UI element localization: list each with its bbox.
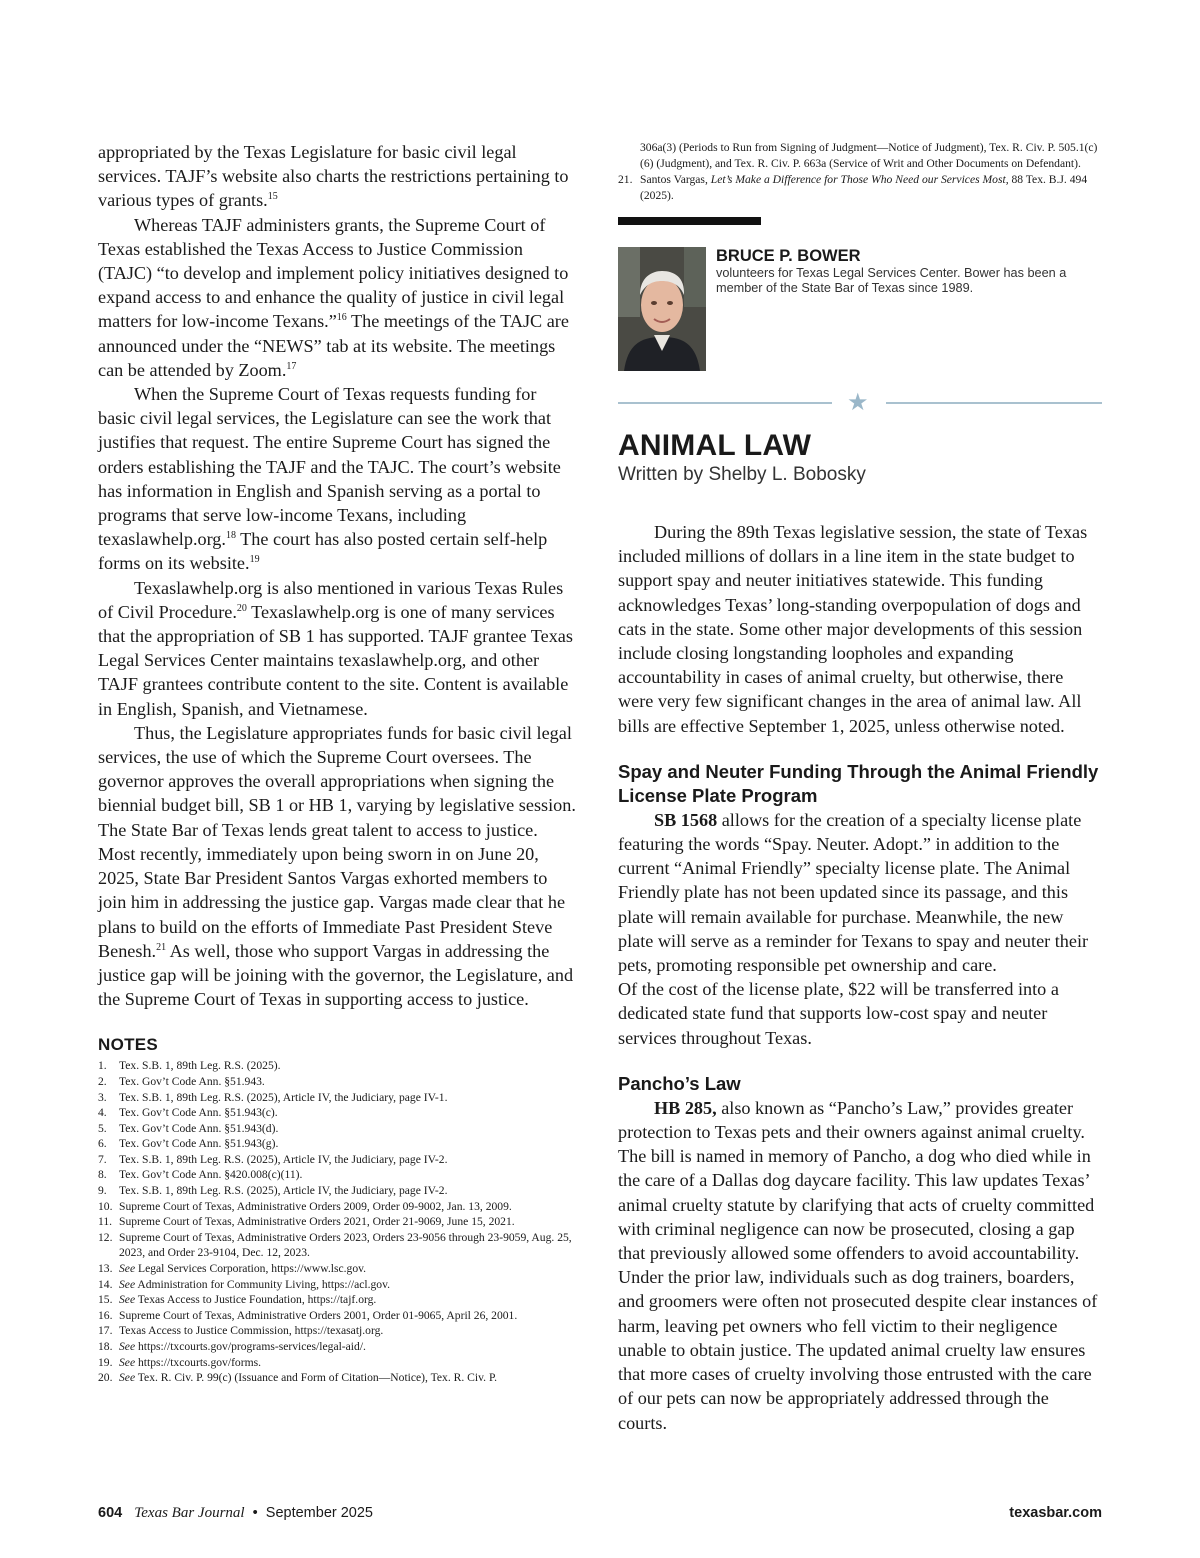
bill-number: SB 1568 bbox=[654, 809, 718, 830]
text: Santos Vargas, bbox=[640, 173, 711, 186]
text: When the Supreme Court of Texas requests funding for basic civil legal services, the Legislature can see the work that justifies that request. The entire Supreme Court has signed the orders establishing the TAJF and the TAJC. The court’s website has information in English and Spanish serving as a portal to programs that serve low-income Texans, including texaslawhelp.org. bbox=[98, 384, 561, 550]
separator-bar bbox=[618, 217, 761, 225]
note-item bbox=[98, 1152, 576, 1168]
text: As well, those who support Vargas in addressing the justice gap will be joining with the governor, the Legislature, and the Supreme Court of Texas in supporting access to justice. bbox=[98, 940, 574, 1010]
note-number: 19. bbox=[98, 1355, 113, 1369]
paragraph bbox=[618, 1096, 1102, 1435]
journal-name: Texas Bar Journal bbox=[134, 1505, 245, 1521]
note-item bbox=[98, 1105, 576, 1121]
note-number: 20. bbox=[98, 1371, 113, 1385]
paragraph bbox=[98, 382, 576, 576]
text: also known as “Pancho’s Law,” provides greater protection to Texas pets and their owners against animal cruelty. The bill is named in memory of Pancho, a dog who died while in the care of a Dallas dog daycare facility. This law updates Texas’ animal cruelty statute by clarifying that acts of cruelty committed with criminal negligence can now be prosecuted, closing a gap that previously allowed some offenders to avoid accountability. Under the prior law, individuals such as dog trainers, boarders, and groomers were often not prosecuted despite clear instances of harm, leaving pet owners who fell victim to their negligence unable to obtain justice. The updated animal cruelty law ensures that more cases of cruelty involving those entrusted with the care of our pets can now be appropriately addressed through the courts. bbox=[618, 1097, 1098, 1433]
footnote-ref[interactable]: 17 bbox=[286, 360, 297, 372]
website-link[interactable]: texasbar.com bbox=[1009, 1505, 1102, 1521]
note-text: Tex. S.B. 1, 89th Leg. R.S. (2025), Article IV, the Judiciary, page IV-2. bbox=[119, 1184, 448, 1198]
note-text: Tex. S.B. 1, 89th Leg. R.S. (2025), Article IV, the Judiciary, page IV-1. bbox=[119, 1090, 448, 1104]
note-number: 8. bbox=[98, 1168, 107, 1182]
note-item bbox=[98, 1167, 576, 1183]
notes-list bbox=[98, 1058, 576, 1385]
paragraph bbox=[98, 140, 576, 213]
note-number: 10. bbox=[98, 1199, 113, 1213]
note-item bbox=[98, 1199, 576, 1215]
note-item bbox=[98, 1277, 576, 1293]
text: The meetings of the TAJC are announced under the “NEWS” tab at its website. The meetings can be attended by Zoom. bbox=[98, 311, 569, 380]
paragraph bbox=[98, 576, 576, 721]
issue-date: September 2025 bbox=[265, 1505, 373, 1521]
note-number: 3. bbox=[98, 1090, 107, 1104]
footnote-ref[interactable]: 18 bbox=[225, 530, 236, 542]
subheading: Spay and Neuter Funding Through the Animal Friendly License Plate Program bbox=[618, 760, 1099, 806]
text: Whereas TAJF administers grants, the Supreme Court of Texas established the Texas Access to Justice Commission (TAJC) “to develop and implement policy initiatives designed to expand access to and enhance the quality of justice in civil legal matters for low-income Texans.” bbox=[98, 214, 569, 332]
note-number: 15. bbox=[98, 1293, 113, 1307]
note-item bbox=[98, 1261, 576, 1277]
note-number: 6. bbox=[98, 1137, 107, 1151]
right-column bbox=[618, 140, 1102, 1435]
note-text: Supreme Court of Texas, Administrative Orders 2001, Order 01-9065, April 26, 2001. bbox=[119, 1308, 518, 1322]
paragraph bbox=[98, 213, 576, 382]
signal-word: See bbox=[119, 1293, 136, 1307]
byline: Written by Shelby L. Bobosky bbox=[618, 464, 866, 485]
note-item bbox=[98, 1058, 576, 1074]
note-text: Administration for Community Living, https://acl.gov. bbox=[135, 1277, 391, 1291]
note-text: Tex. Gov’t Code Ann. §51.943(c). bbox=[119, 1106, 278, 1120]
note-text: https://txcourts.gov/programs-services/legal-aid/. bbox=[135, 1340, 366, 1353]
note-item bbox=[98, 1214, 576, 1230]
signal-word: See bbox=[119, 1355, 136, 1369]
note-text: Tex. S.B. 1, 89th Leg. R.S. (2025), Article IV, the Judiciary, page IV-2. bbox=[119, 1152, 448, 1166]
note-text: Tex. Gov’t Code Ann. §51.943(d). bbox=[119, 1121, 279, 1135]
left-column bbox=[98, 140, 576, 1386]
article-title: Let’s Make a Difference for Those Who Need our Services Most, bbox=[710, 173, 1009, 186]
footnote-ref[interactable]: 20 bbox=[236, 602, 247, 614]
note-number: 1. bbox=[98, 1059, 107, 1073]
note-text: Texas Access to Justice Commission, https://texasatj.org. bbox=[119, 1324, 384, 1338]
divider-line bbox=[886, 402, 1102, 404]
portrait-illustration bbox=[618, 247, 706, 371]
note-text: Tex. Gov’t Code Ann. §51.943(g). bbox=[119, 1137, 279, 1151]
note-item bbox=[98, 1121, 576, 1137]
text: Texaslawhelp.org is one of many services that the appropriation of SB 1 has supported. TAJF grantee Texas Legal Services Center maintains texaslawhelp.org, and other TAJF grantees contribute content to the site. Content is available in English, Spanish, and Vietnamese. bbox=[98, 601, 573, 719]
note-number: 2. bbox=[98, 1074, 107, 1088]
author-name: BRUCE P. BOWER bbox=[716, 247, 861, 265]
signal-word: See bbox=[119, 1262, 136, 1276]
note-item bbox=[98, 1292, 576, 1308]
paragraph: During the 89th Texas legislative session, the state of Texas included millions of dollars in a line item in the state budget to support spay and neuter initiatives statewide. This funding acknowledges Texas’ long-standing overpopulation of dogs and cats in the state. Some other major developments of this session include closing longstanding loopholes and expanding accountability in cases of animal cruelty, but otherwise, there were very few significant changes in the area of animal law. All bills are effective September 1, 2025, unless otherwise noted. bbox=[618, 522, 1088, 736]
author-description: volunteers for Texas Legal Services Center. Bower has been a member of the State Bar of Texas since 1989. bbox=[716, 266, 1067, 295]
text: 88 Tex. B.J. 494 (2025). bbox=[640, 173, 1088, 202]
footnote-ref[interactable]: 21 bbox=[156, 941, 167, 953]
note-item bbox=[98, 1136, 576, 1152]
footnote-number: 21. bbox=[618, 173, 633, 186]
signal-word: See bbox=[119, 1371, 136, 1385]
text: allows for the creation of a specialty license plate featuring the words “Spay. Neuter. Adopt.” in addition to the current “Animal Friendly” specialty license plate. The Animal Friendly plate has not been updated since its passage, and this plate will remain available for purchase. Meanwhile, the new plate will serve as a reminder for Texans to spay and neuter their pets, promoting responsible pet ownership and care. bbox=[618, 809, 1089, 976]
note-text: Tex. Gov’t Code Ann. §51.943. bbox=[119, 1074, 265, 1088]
page-number: 604 bbox=[98, 1505, 123, 1521]
text: Texaslawhelp.org is also mentioned in various Texas Rules of Civil Procedure. bbox=[98, 577, 564, 622]
signal-word: See bbox=[119, 1277, 136, 1291]
star-icon: ★ bbox=[847, 388, 869, 416]
footnote-ref[interactable]: 19 bbox=[249, 554, 260, 566]
note-number: 5. bbox=[98, 1121, 107, 1135]
note-text: Texas Access to Justice Foundation, https://tajf.org. bbox=[135, 1293, 377, 1307]
divider-line bbox=[618, 402, 832, 404]
note-number: 4. bbox=[98, 1106, 107, 1120]
note-text: Supreme Court of Texas, Administrative Orders 2021, Order 21-9069, June 15, 2021. bbox=[119, 1215, 515, 1229]
footnote-21 bbox=[618, 172, 1102, 204]
text: The court has also posted certain self-help forms on its website. bbox=[98, 529, 548, 574]
note-text: Tex. Gov’t Code Ann. §420.008(c)(11). bbox=[119, 1168, 303, 1182]
note-number: 12. bbox=[98, 1230, 113, 1244]
note-item bbox=[98, 1308, 576, 1324]
note-text: Supreme Court of Texas, Administrative Orders 2023, Orders 23-9056 through 23-9059, Aug. 25, 2023, and Order 23-9104, Dec. 12, 2023. bbox=[119, 1230, 572, 1260]
note-text: Tex. S.B. 1, 89th Leg. R.S. (2025). bbox=[119, 1059, 281, 1073]
note-number: 13. bbox=[98, 1262, 113, 1276]
note-item bbox=[98, 1323, 576, 1339]
note-number: 17. bbox=[98, 1324, 113, 1338]
article-body bbox=[618, 520, 1102, 1435]
paragraph: Of the cost of the license plate, $22 will be transferred into a dedicated state fund that supports low-cost spay and neuter services throughout Texas. bbox=[618, 979, 1059, 1048]
bill-number: HB 285, bbox=[654, 1097, 717, 1118]
note-number: 11. bbox=[98, 1215, 113, 1229]
footnote-continuation: 306a(3) (Periods to Run from Signing of Judgment—Notice of Judgment), Tex. R. Civ. P. 505.1(c)(6) (Judgment), and Tex. R. Civ. P. 663a (Service of Writ and Other Documents on Defendant). bbox=[640, 141, 1098, 170]
note-number: 9. bbox=[98, 1184, 107, 1198]
author-photo bbox=[618, 247, 706, 371]
note-item bbox=[98, 1230, 576, 1261]
subheading: Pancho’s Law bbox=[618, 1072, 741, 1094]
author-bio bbox=[618, 247, 1102, 371]
note-text: Tex. R. Civ. P. 99(c) (Issuance and Form of Citation—Notice), Tex. R. Civ. P. bbox=[135, 1371, 498, 1385]
note-item bbox=[98, 1074, 576, 1090]
note-text: Legal Services Corporation, https://www.lsc.gov. bbox=[135, 1262, 367, 1276]
note-item bbox=[98, 1339, 576, 1355]
footnote-ref[interactable]: 15 bbox=[267, 191, 278, 203]
note-number: 14. bbox=[98, 1277, 113, 1291]
paragraph bbox=[618, 808, 1102, 977]
note-item bbox=[98, 1355, 576, 1371]
text: Thus, the Legislature appropriates funds for basic civil legal services, the use of which the Supreme Court oversees. The governor approves the overall appropriations when signing the biennial budget bill, SB 1 or HB 1, varying by legislative session. The State Bar of Texas lends great talent to access to justice. Most recently, immediately upon being sworn in on June 20, 2025, State Bar President Santos Vargas exhorted members to join him in addressing the justice gap. Vargas made clear that he plans to build on the efforts of Immediate Past President Steve Benesh. bbox=[98, 722, 576, 961]
footnote-ref[interactable]: 16 bbox=[336, 312, 347, 324]
paragraph bbox=[98, 721, 576, 1011]
text: appropriated by the Texas Legislature for basic civil legal services. TAJF’s website also charts the restrictions pertaining to various types of grants. bbox=[98, 142, 569, 211]
signal-word: See bbox=[119, 1340, 136, 1353]
notes-heading: NOTES bbox=[98, 1035, 159, 1055]
page-footer bbox=[98, 1505, 1102, 1527]
note-number: 16. bbox=[98, 1308, 113, 1322]
note-item bbox=[98, 1090, 576, 1106]
note-number: 18. bbox=[98, 1340, 113, 1353]
section-title: ANIMAL LAW bbox=[618, 429, 812, 462]
note-item bbox=[98, 1370, 576, 1386]
section-divider bbox=[618, 388, 1102, 416]
note-text: Supreme Court of Texas, Administrative Orders 2009, Order 09-9002, Jan. 13, 2009. bbox=[119, 1199, 512, 1213]
note-text: https://txcourts.gov/forms. bbox=[135, 1355, 262, 1369]
footer-bullet: • bbox=[252, 1505, 258, 1521]
note-item bbox=[98, 1183, 576, 1199]
note-number: 7. bbox=[98, 1152, 107, 1166]
